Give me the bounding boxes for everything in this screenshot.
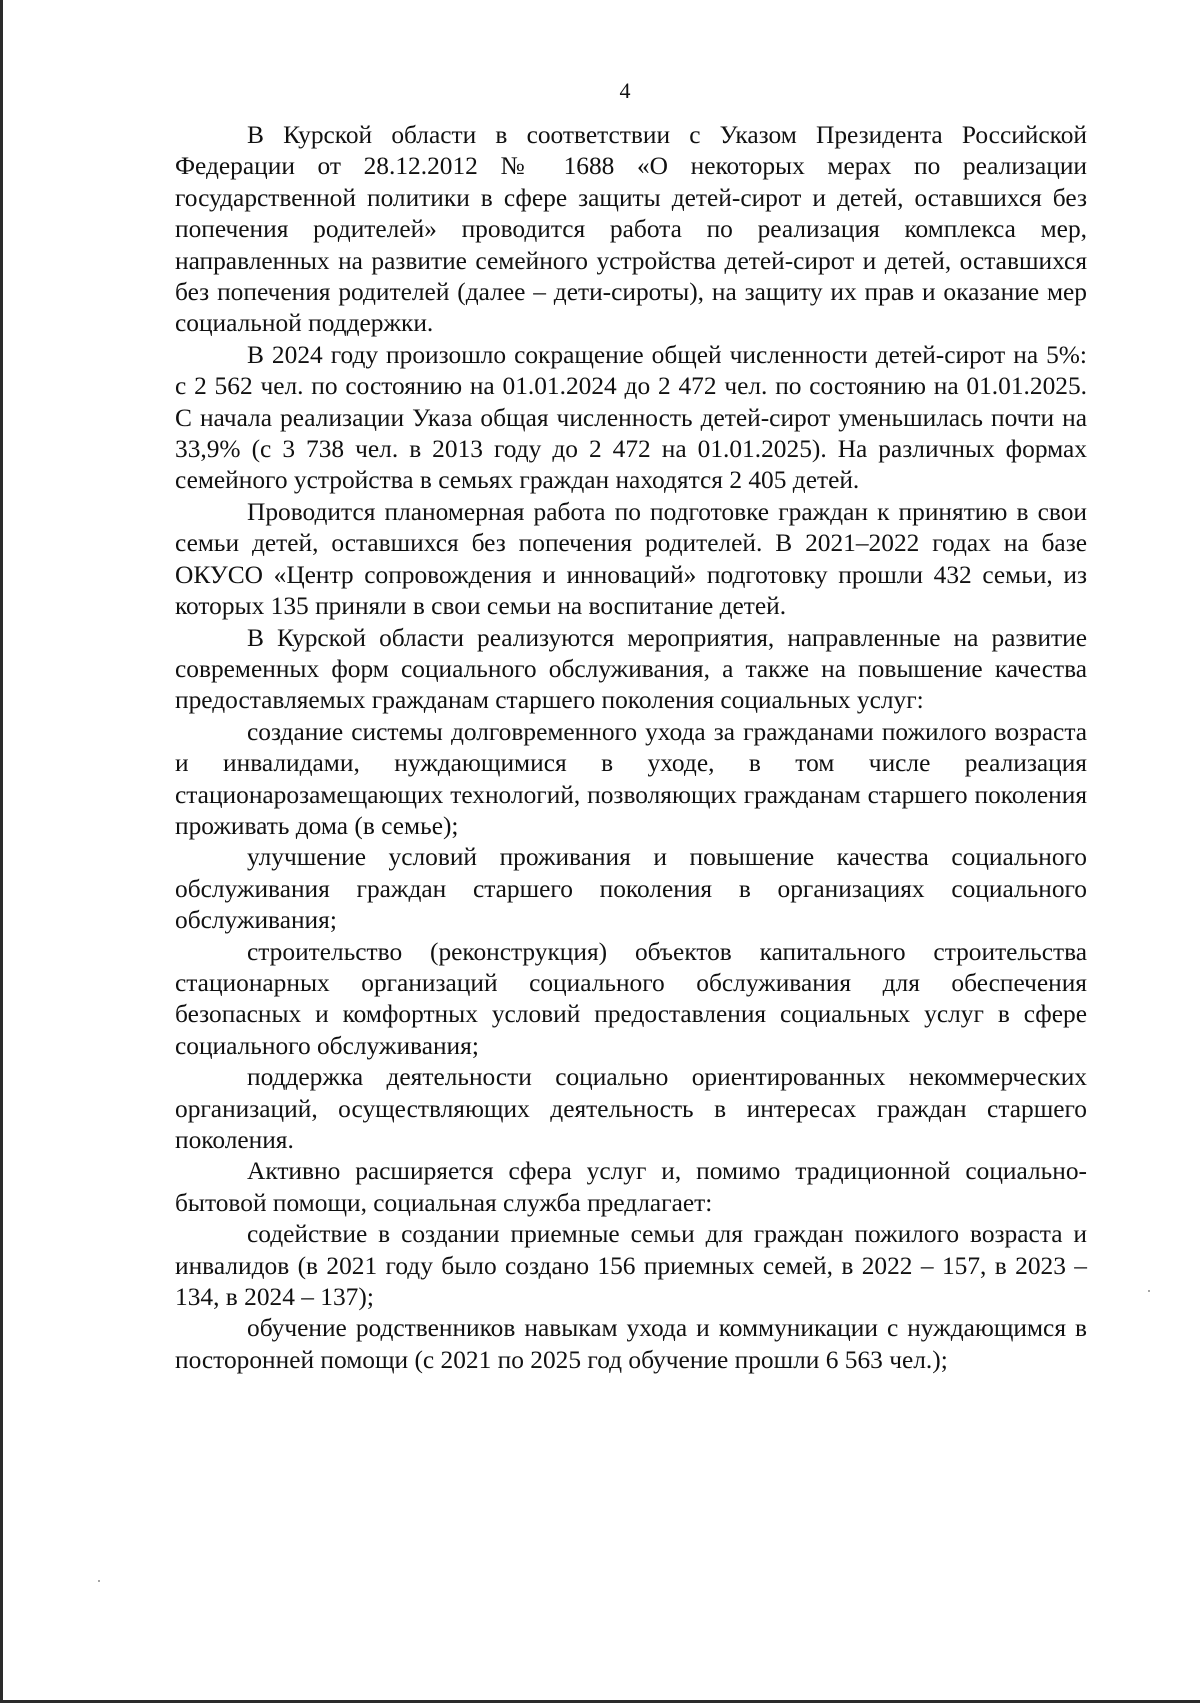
list-item-living-conditions: улучшение условий проживания и повышение качества социального обслуживания граждан старшего поколения в организациях социального обслуживания; — [175, 843, 1087, 935]
paragraph-family-preparation: Проводится планомерная работа по подготовке граждан к принятию в свои семьи детей, оставшихся без попечения родителей. В 2021–2022 годах на базе ОКУСО «Центр сопровождения и инноваций» подготовку прошли 432 семьи, из которых 135 приняли в свои семьи на воспитание детей. — [175, 497, 1087, 621]
paragraph-social-services-intro: В Курской области реализуются мероприятия, направленные на развитие современных форм социального обслуживания, а также на повышение качества предоставляемых гражданам старшего поколения социальных услуг: — [175, 623, 1087, 715]
list-item-foster-families: содействие в создании приемные семьи для граждан пожилого возраста и инвалидов (в 2021 году было создано 156 приемных семей, в 2022 – 157, в 2023 – 134, в 2024 – 137); — [175, 1220, 1087, 1312]
page-number: 4 — [619, 78, 631, 103]
paragraph-decree-intro: В Курской области в соответствии с Указом Президента Российской Федерации от 28.12.2012 № 1688 «О некоторых мерах по реализации государственной политики в сфере защиты детей-сирот и детей, оставшихся без попечения родителей» проводится работа по реализация комплекса мер, направленных на развитие семейного устройства детей-сирот и детей, оставшихся без попечения родителей (далее – дети-сироты), на защиту их прав и оказание мер социальной поддержки. — [175, 121, 1087, 338]
document-body — [175, 120, 1087, 1376]
scan-speck — [98, 1580, 100, 1582]
list-item-relatives-training: обучение родственников навыкам ухода и коммуникации с нуждающимся в посторонней помощи (с 2021 по 2025 год обучение прошли 6 563 чел.); — [175, 1314, 1087, 1374]
paragraph-service-expansion: Активно расширяется сфера услуг и, помимо традиционной социально-бытовой помощи, социальная служба предлагает: — [175, 1157, 1087, 1217]
list-item-long-term-care: создание системы долговременного ухода за гражданами пожилого возраста и инвалидами, нуждающимися в уходе, в том числе реализация стационарозамещающих технологий, позволяющих гражданам старшего поколения проживать дома (в семье); — [175, 717, 1087, 840]
list-item-nonprofit-support: поддержка деятельности социально ориентированных некоммерческих организаций, осуществляющих деятельность в интересах граждан старшего поколения. — [175, 1063, 1087, 1154]
paragraph-orphan-statistics: В 2024 году произошло сокращение общей численности детей-сирот на 5%: с 2 562 чел. по состоянию на 01.01.2024 до 2 472 чел. по состоянию на 01.01.2025. С начала реализации Указа общая численность детей-сирот уменьшилась почти на 33,9% (с 3 738 чел. в 2013 году до 2 472 на 01.01.2025). На различных формах семейного устройства в семьях граждан находятся 2 405 детей. — [175, 340, 1087, 495]
scan-speck — [1148, 1290, 1150, 1292]
scan-edge-left — [0, 0, 3, 1703]
list-item-construction: строительство (реконструкция) объектов капитального строительства стационарных организаций социального обслуживания для обеспечения безопасных и комфортных условий предоставления социальных услуг в сфере социального обслуживания; — [175, 937, 1087, 1060]
